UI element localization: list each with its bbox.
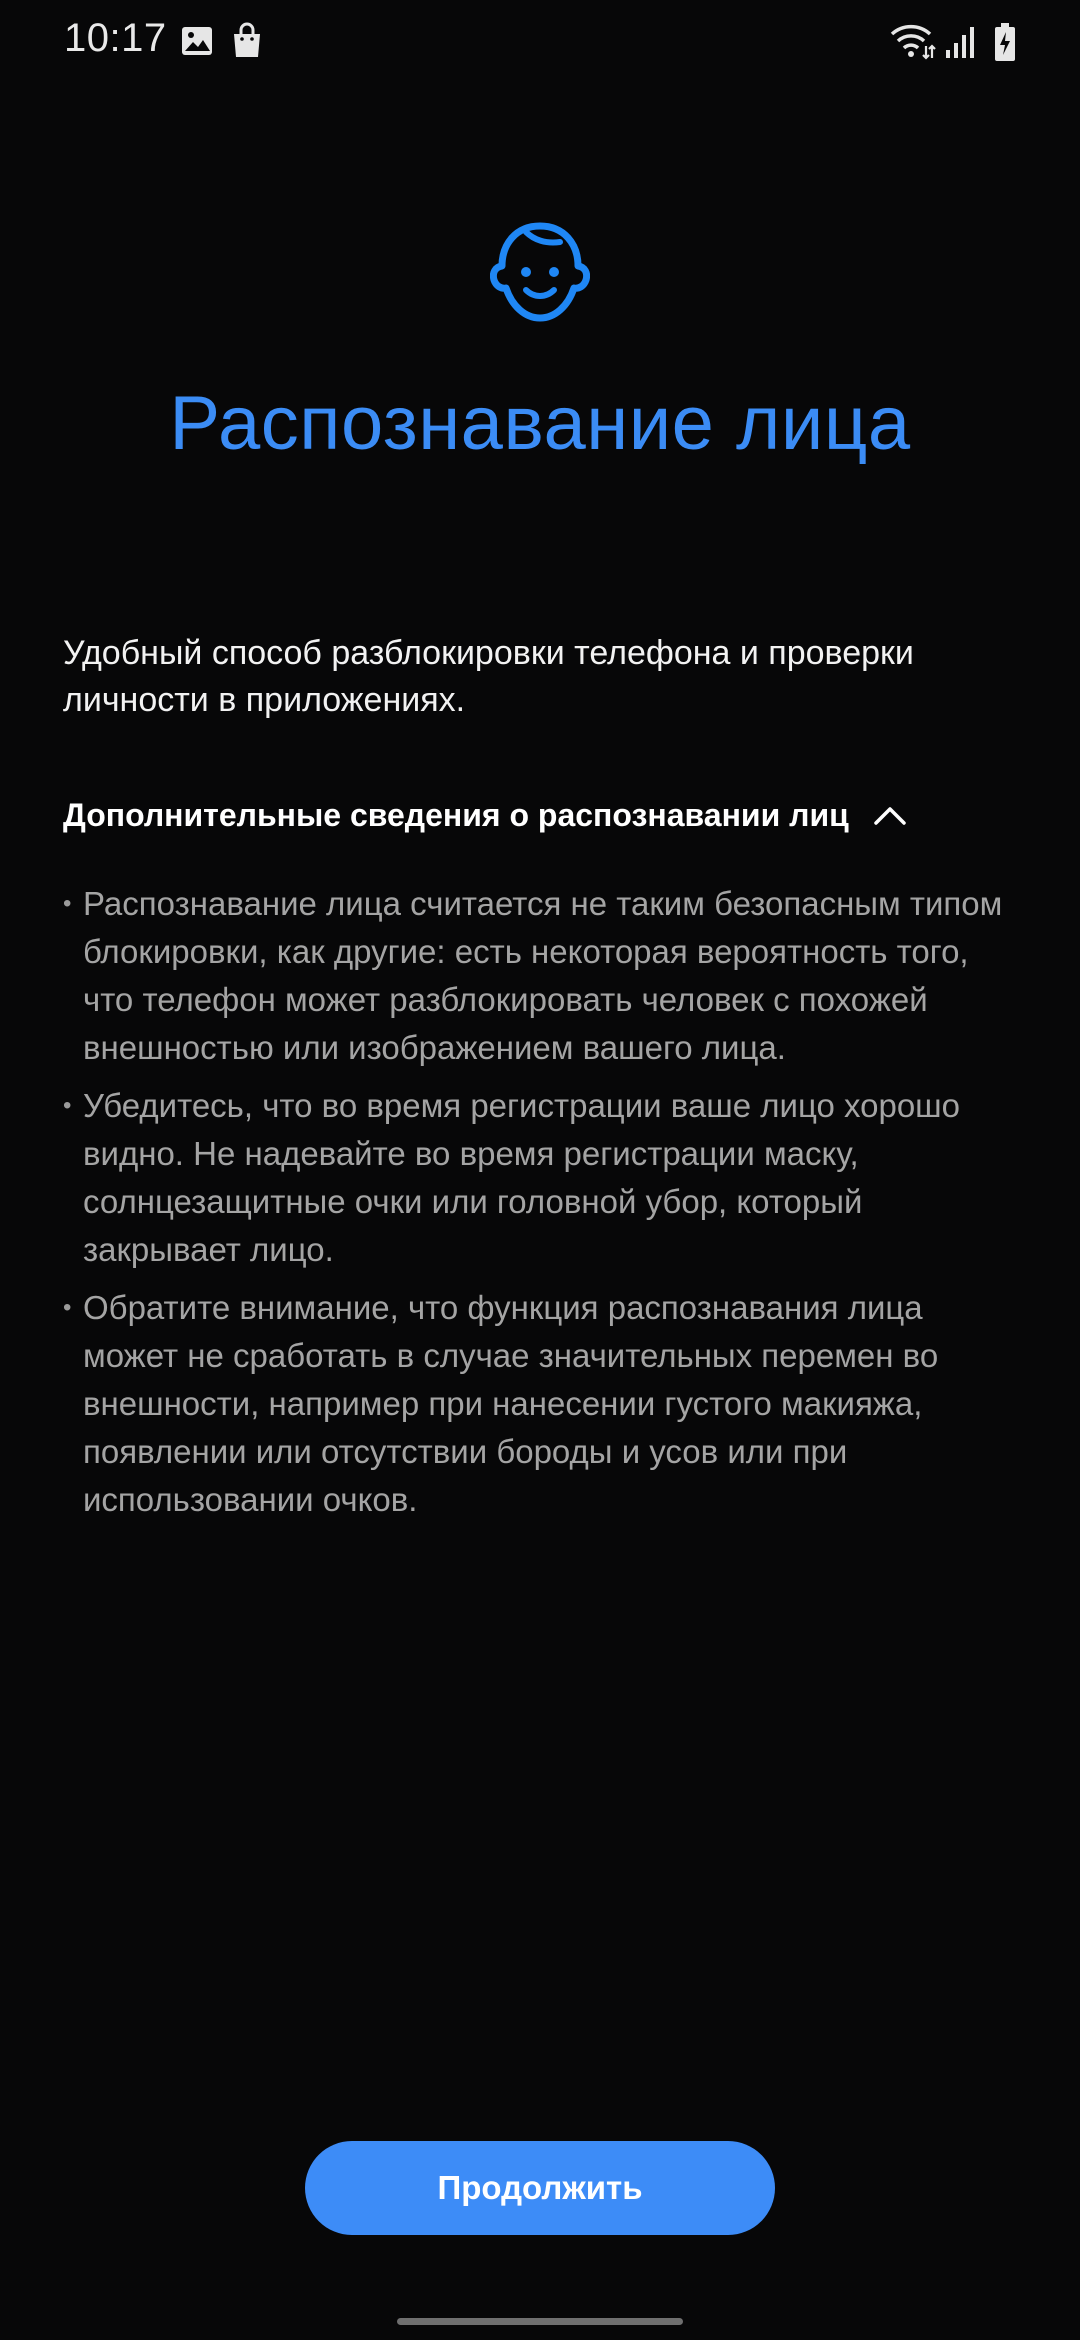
signal-icon — [944, 24, 978, 60]
shopping-bag-icon — [230, 22, 264, 60]
more-info-toggle[interactable] — [63, 790, 963, 840]
battery-charging-icon — [994, 22, 1016, 62]
face-icon — [490, 218, 590, 326]
intro-text: Удобный способ разблокировки телефона и проверки личности в приложениях. — [63, 634, 914, 719]
list-item: • Обратите внимание, что функция распознавания лица может не сработать в случае значительных перемен во внешности, например при нанесении густого макияжа, появлении или отсутствии бороды и усов или при использовании очков. — [63, 1284, 1023, 1524]
status-time: 10:17 — [64, 16, 167, 60]
status-bar — [0, 0, 1080, 90]
gallery-icon — [180, 24, 214, 58]
home-indicator[interactable] — [397, 2318, 683, 2325]
more-info-list — [63, 880, 1023, 1534]
chevron-up-icon — [873, 804, 907, 826]
continue-button[interactable]: Продолжить — [305, 2141, 775, 2235]
list-item: • Распознавание лица считается не таким безопасным типом блокировки, как другие: есть некоторая вероятность того, что телефон может разблокировать человек с похожей внешностью или изображением вашего лица. — [63, 880, 1023, 1072]
more-info-label: Дополнительные сведения о распознавании лиц — [63, 796, 849, 833]
page-title: Распознавание лица — [169, 381, 911, 466]
list-item: • Убедитесь, что во время регистрации ваше лицо хорошо видно. Не надевайте во время регистрации маску, солнцезащитные очки или головной убор, который закрывает лицо. — [63, 1082, 1023, 1274]
wifi-icon — [890, 22, 936, 60]
